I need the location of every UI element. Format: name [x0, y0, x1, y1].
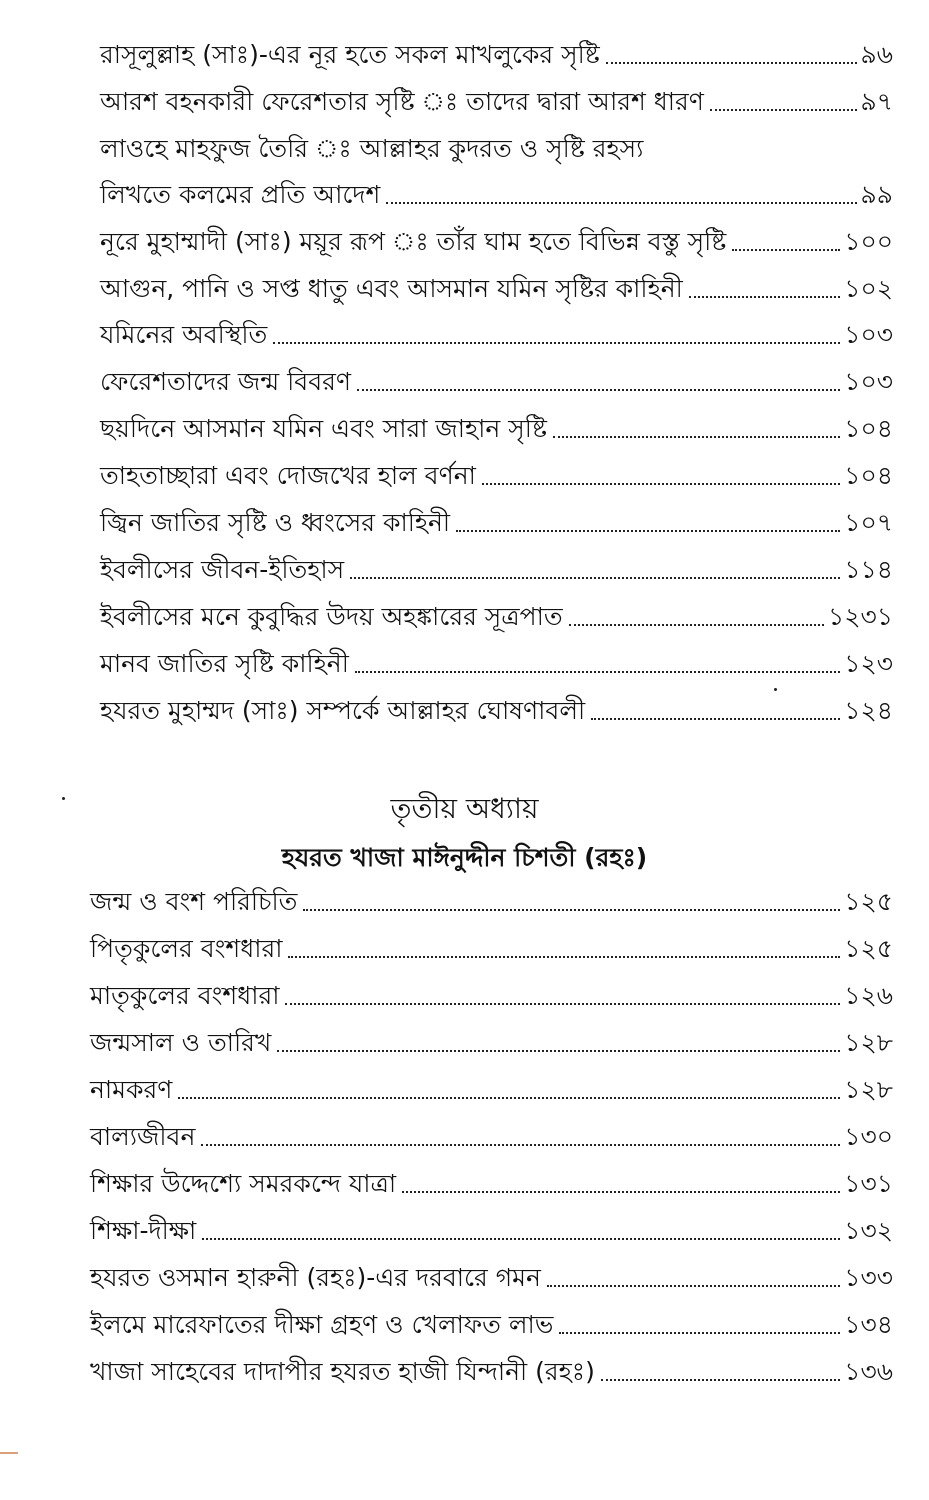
toc-entry-title: তাহতাচ্ছারা এবং দোজখের হাল বর্ণনা — [100, 461, 476, 490]
toc-entry — [100, 694, 893, 728]
toc-entry-page: ১০০ — [844, 227, 893, 256]
toc-entry-page: ৯৯ — [860, 180, 893, 209]
toc-entry — [90, 1120, 893, 1154]
toc-entry — [100, 600, 893, 634]
toc-entry — [100, 38, 893, 72]
toc-entry-page: ১২৫ — [844, 934, 893, 963]
toc-entry-title: শিক্ষার উদ্দেশ্যে সমরকন্দে যাত্রা — [90, 1169, 397, 1198]
toc-entry-page: ১০৪ — [844, 461, 893, 490]
toc-entry-title: পিতৃকুলের বংশধারা — [90, 934, 283, 963]
toc-entry-title: হযরত ওসমান হারুনী (রহঃ)-এর দরবারে গমন — [90, 1263, 541, 1292]
paper-edge-mark — [0, 1452, 18, 1454]
toc-entry-title: জ্বিন জাতির সৃষ্টি ও ধ্বংসের কাহিনী — [100, 508, 451, 537]
toc-entry-page: ১০৭ — [844, 508, 893, 537]
dot-leader — [357, 389, 840, 391]
toc-entry-page: ৯৬ — [860, 40, 893, 69]
toc-entry-page: ১২৩ — [844, 649, 893, 678]
chapter-heading: তৃতীয় অধ্যায় — [390, 792, 539, 825]
chapter-subheading: হযরত খাজা মাঈনুদ্দীন চিশতী (রহঃ) — [281, 843, 648, 872]
dot-leader — [178, 1097, 840, 1099]
toc-entry — [90, 1073, 893, 1107]
toc-entry-title: বাল্যজীবন — [90, 1122, 196, 1151]
dot-leader — [559, 1332, 840, 1334]
toc-entry-page: ১২৬ — [844, 981, 893, 1010]
toc-entry — [90, 1261, 893, 1295]
toc-entry-title: হযরত মুহাম্মদ (সাঃ) সম্পর্কে আল্লাহর ঘোষণাবলী — [100, 696, 586, 725]
toc-entry — [100, 506, 893, 540]
toc-entry — [100, 85, 893, 119]
toc-entry-page: ১৩৩ — [844, 1263, 893, 1292]
toc-entry-title: নূরে মুহাম্মাদী (সাঃ) ময়ূর রূপ ঃ তাঁর ঘাম হতে বিভিন্ন বস্তু সৃষ্টি — [100, 227, 727, 256]
toc-entry — [100, 318, 893, 352]
toc-entry — [100, 272, 893, 306]
dot-leader — [201, 1144, 840, 1146]
dot-leader — [591, 718, 840, 720]
toc-entry — [100, 647, 893, 681]
toc-entry-title: ইবলীসের মনে কুবুদ্ধির উদয় অহঙ্কারের সূত্রপাত — [100, 602, 563, 631]
toc-entry — [100, 365, 893, 399]
toc-entry — [90, 932, 893, 966]
toc-entry-page: ১২৪ — [844, 696, 893, 725]
dot-leader — [277, 1050, 840, 1052]
toc-entry-title: ছয়দিনে আসমান যমিন এবং সারা জাহান সৃষ্টি — [100, 414, 547, 443]
toc-entry-title: ফেরেশতাদের জন্ম বিবরণ — [100, 367, 351, 396]
dot-leader — [547, 1285, 840, 1287]
toc-entry-page: ১৩৪ — [844, 1310, 893, 1339]
dot-leader — [355, 671, 840, 673]
toc-entry — [90, 885, 893, 919]
dot-leader — [288, 956, 840, 958]
toc-entry-title: খাজা সাহেবের দাদাপীর হযরত হাজী যিন্দানী (রহঃ) — [90, 1357, 595, 1386]
toc-entry — [100, 225, 893, 259]
toc-entry-page: ১৩০ — [844, 1122, 893, 1151]
toc-entry-page: ১৩১ — [844, 1169, 893, 1198]
toc-entry — [100, 412, 893, 446]
dot-leader — [569, 624, 824, 626]
dot-leader — [350, 577, 840, 579]
dot-leader — [482, 483, 840, 485]
toc-entry-title-continued: লাওহে মাহফুজ তৈরি ঃ আল্লাহর কুদরত ও সৃষ্টি রহস্য — [100, 134, 644, 163]
toc-entry-page: ১০৩ — [844, 367, 893, 396]
scan-speck — [62, 797, 65, 800]
toc-entry-title: মানব জাতির সৃষ্টি কাহিনী — [100, 649, 349, 678]
toc-entry-page: ১২৮ — [844, 1028, 893, 1057]
dot-leader — [303, 909, 840, 911]
toc-entry-page: ১৩৬ — [844, 1357, 893, 1386]
toc-entry — [90, 1355, 893, 1389]
toc-entry-page: ১০২ — [844, 274, 893, 303]
toc-entry — [90, 1308, 893, 1342]
toc-entry-page: ৯৭ — [860, 87, 893, 116]
toc-entry-page: ১২৫ — [844, 887, 893, 916]
dot-leader — [606, 62, 857, 64]
toc-entry-page: ১৩২ — [844, 1216, 893, 1245]
toc-entry — [90, 979, 893, 1013]
toc-entry-title: জন্মসাল ও তারিখ — [90, 1028, 272, 1057]
toc-entry-title: জন্ম ও বংশ পরিচিতি — [90, 887, 298, 916]
toc-entry-page: ১২৩১ — [828, 602, 893, 631]
toc-entry-title: নামকরণ — [90, 1075, 173, 1104]
scan-speck — [774, 688, 777, 691]
dot-leader — [553, 436, 840, 438]
toc-entry-title: যমিনের অবস্থিতি — [100, 320, 268, 349]
toc-entry-page: ১০৪ — [844, 414, 893, 443]
toc-entry-page: ১১৪ — [844, 555, 893, 584]
toc-entry-title: লিখতে কলমের প্রতি আদেশ — [100, 180, 381, 209]
toc-entry — [100, 178, 893, 212]
toc-entry-page: ১২৮ — [844, 1075, 893, 1104]
toc-entry-title: আরশ বহনকারী ফেরেশতার সৃষ্টি ঃ তাদের দ্বারা আরশ ধারণ — [100, 87, 704, 116]
toc-entry-title: ইবলীসের জীবন-ইতিহাস — [100, 555, 345, 584]
dot-leader — [456, 530, 840, 532]
toc-entry-title: মাতৃকুলের বংশধারা — [90, 981, 280, 1010]
dot-leader — [273, 342, 840, 344]
dot-leader — [402, 1191, 840, 1193]
dot-leader — [732, 249, 840, 251]
toc-entry — [90, 1167, 893, 1201]
toc-entry-page: ১০৩ — [844, 320, 893, 349]
dot-leader — [202, 1238, 840, 1240]
toc-entry — [90, 1026, 893, 1060]
dot-leader — [689, 296, 840, 298]
toc-entry-title: রাসূলুল্লাহ (সাঃ)-এর নূর হতে সকল মাখলুকের সৃষ্টি — [100, 40, 600, 69]
toc-entry-title: ইলমে মারেফাতের দীক্ষা গ্রহণ ও খেলাফত লাভ — [90, 1310, 554, 1339]
toc-entry-title: আগুন, পানি ও সপ্ত ধাতু এবং আসমান যমিন সৃষ্টির কাহিনী — [100, 274, 683, 303]
dot-leader — [710, 109, 857, 111]
toc-entry — [90, 1214, 893, 1248]
dot-leader — [285, 1003, 840, 1005]
dot-leader — [386, 202, 856, 204]
toc-entry — [100, 459, 893, 493]
dot-leader — [601, 1379, 840, 1381]
toc-entry-title: শিক্ষা-দীক্ষা — [90, 1216, 197, 1245]
toc-entry — [100, 553, 893, 587]
